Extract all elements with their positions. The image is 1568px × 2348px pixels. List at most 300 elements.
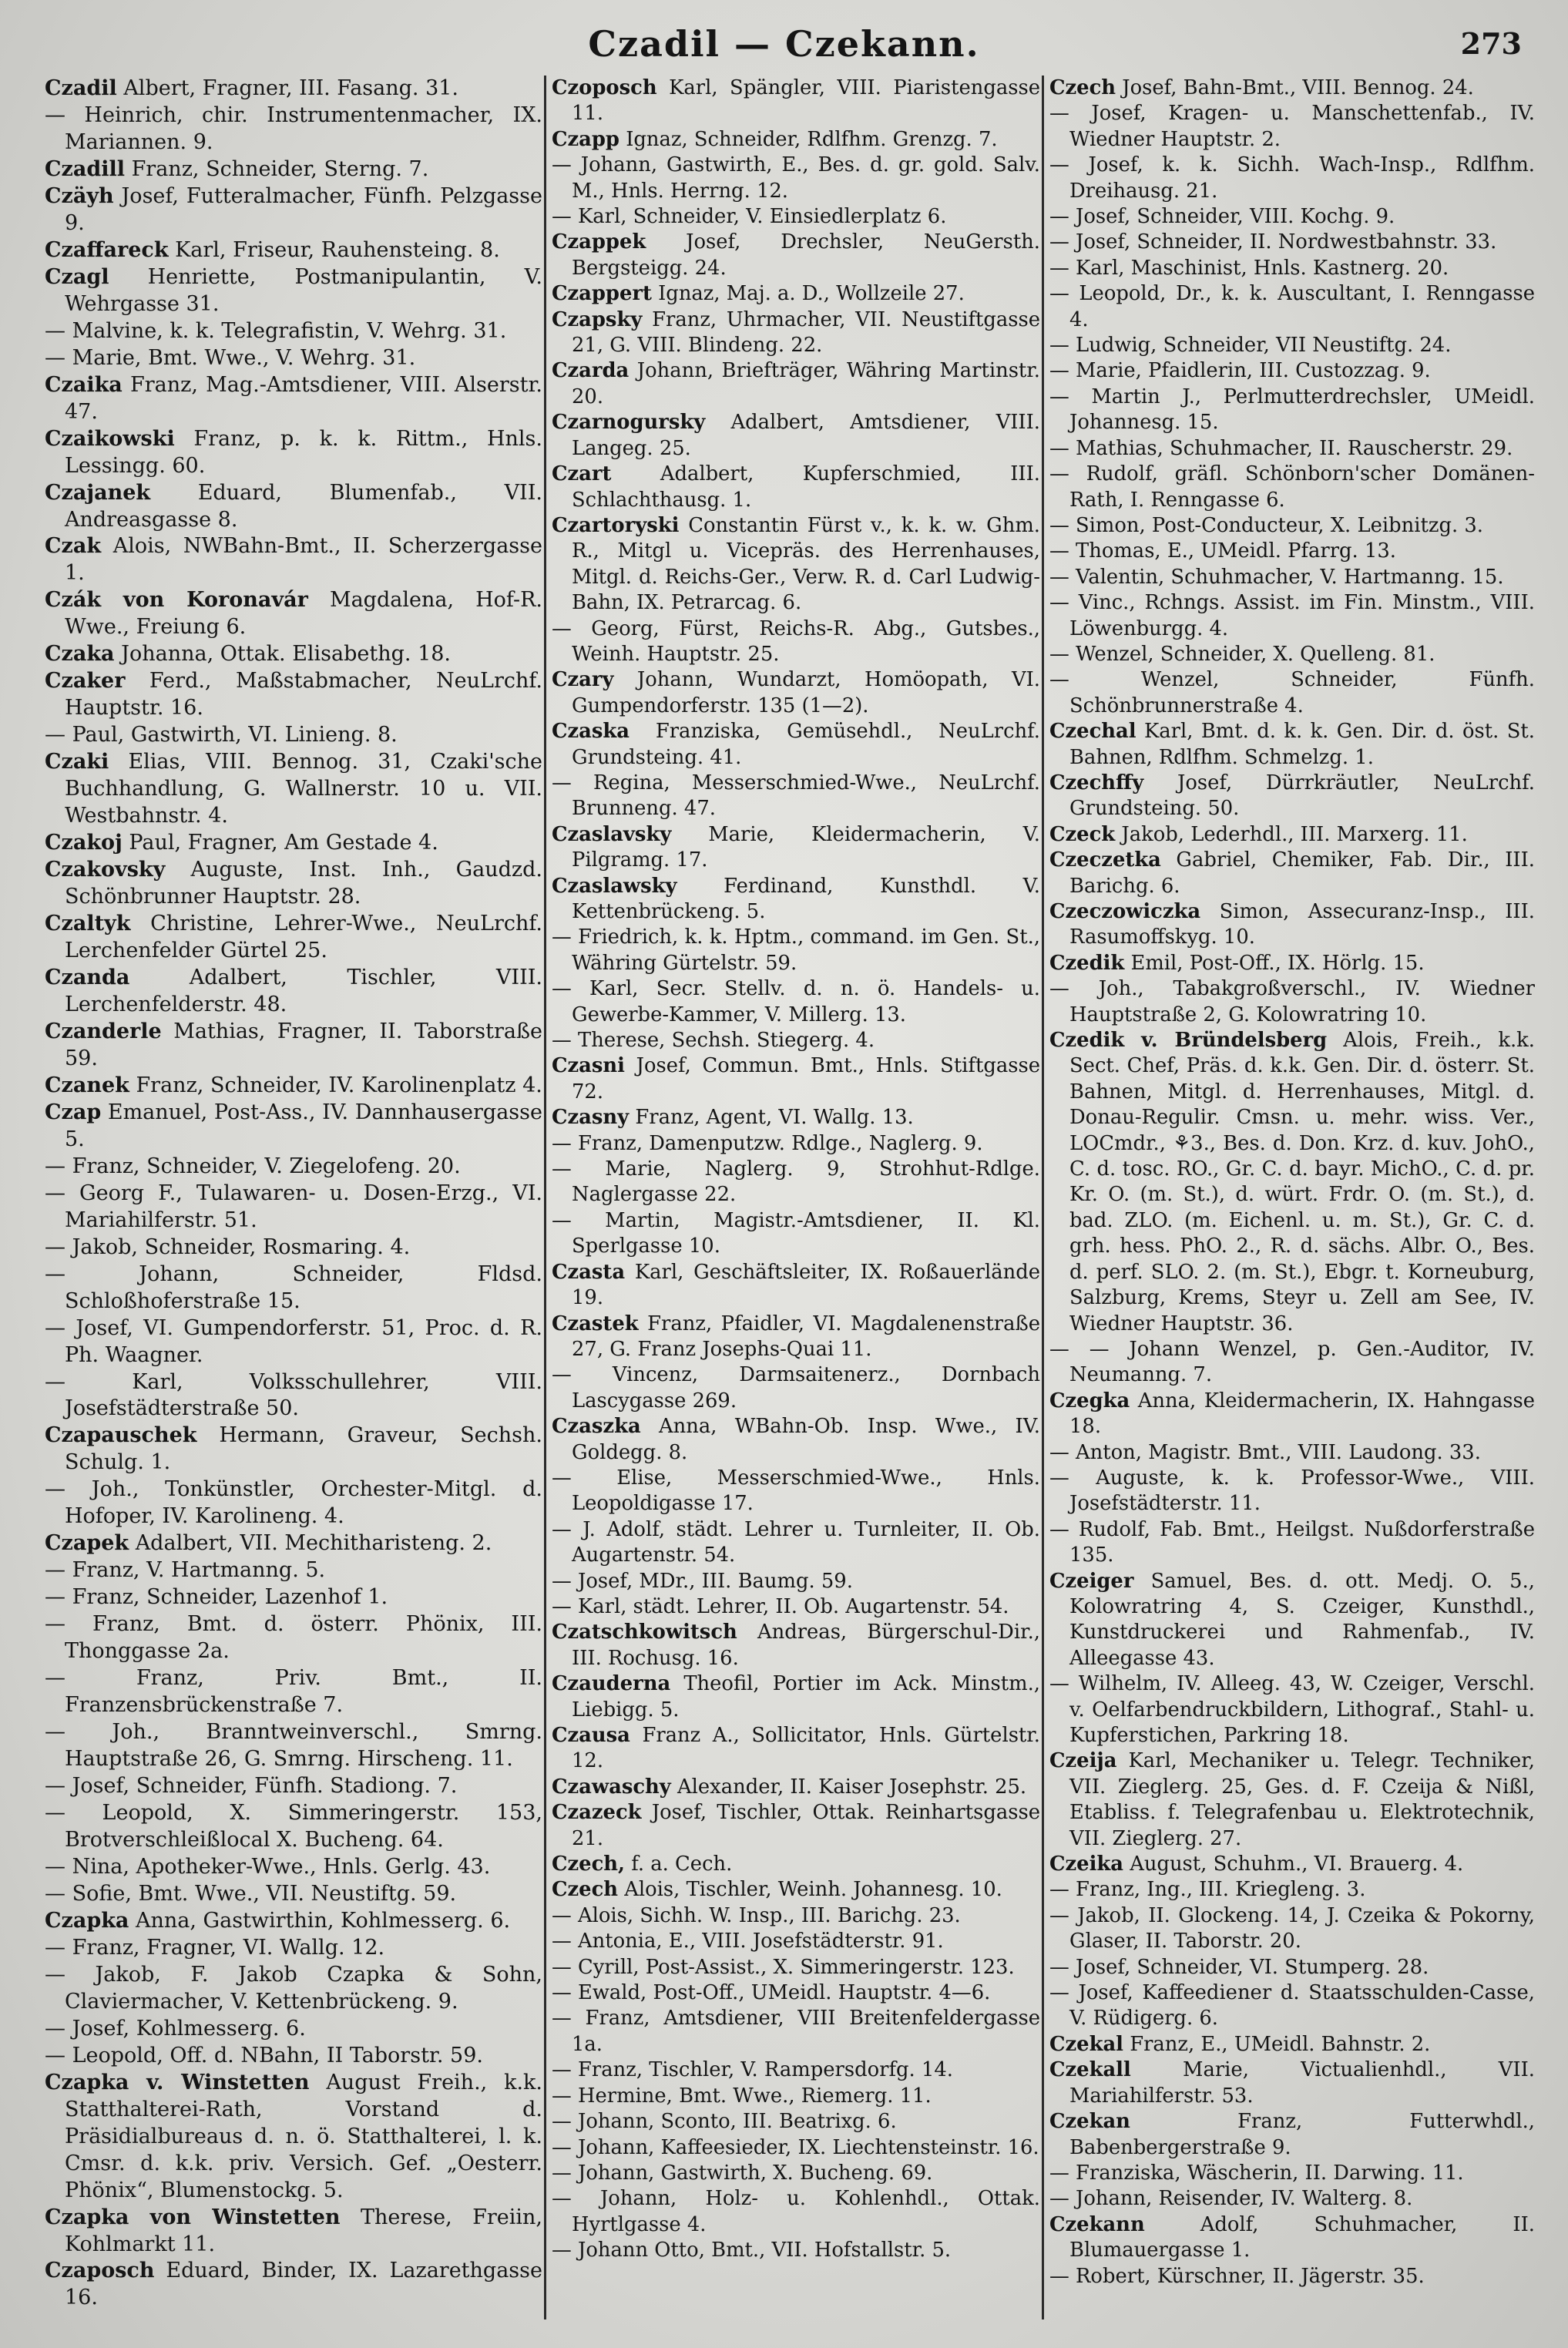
directory-entry [1049,667,1535,719]
entry-surname: Czechal [1049,720,1137,744]
directory-entry [45,2016,542,2043]
entry-surname: Czary [552,668,614,692]
entry-surname: Czausa [552,1724,630,1747]
entry-text: Franz, Pfaidler, VI. Magdalenenstraße 27, G. Franz Josephs-Quai 11. [572,1312,1040,1361]
entry-surname: Czanda [45,965,130,989]
directory-entry [552,1800,1040,1852]
directory-entry [45,1773,542,1800]
entry-text: — Georg F., Tulawaren- u. Dosen-Erzg., VI. Mariahilferstr. 51. [45,1181,542,1232]
directory-entry [552,1569,1040,1594]
entry-text: — Johann, Kaffeesieder, IX. Liechtensteinstr. 16. [552,2135,1039,2159]
entry-text: — Therese, Sechsh. Stiegerg. 4. [552,1029,875,1053]
entry-surname: Czaker [45,669,126,694]
entry-text: — J. Adolf, städt. Lehrer u. Turnleiter, II. Ob. Augartenstr. 54. [552,1517,1040,1567]
entry-text: Johann, Briefträger, Währing Martinstr. 20. [572,359,1040,408]
directory-entry [1049,1955,1535,1980]
entry-surname: Czedik [1049,951,1125,975]
entry-text: Elias, VIII. Bennog. 31, Czaki'sche Buchhandlung, G. Wallnerstr. 10 u. VII. Westbahnstr. 4. [65,750,542,828]
entry-text: — Franz, Schneider, Lazenhof 1. [45,1585,388,1610]
entry-text: — Joh., Tonkünstler, Orchester-Mitgl. d. Hofoper, IV. Karolineng. 4. [45,1477,542,1529]
entry-text: Emil, Post-Off., IX. Hörlg. 15. [1130,951,1425,975]
directory-entry [45,102,542,156]
entry-text: — Josef, Schneider, II. Nordwestbahnstr. 33. [1049,230,1497,254]
directory-entry [45,587,542,641]
entry-surname: Czarnogursky [552,411,706,435]
entry-text: Therese, Freiin, Kohlmarkt 11. [65,2205,542,2256]
entry-text: Eduard, Binder, IX. Lazarethgasse 16. [65,2259,542,2310]
entry-surname: Czadill [45,156,125,181]
directory-entry [1049,76,1535,101]
directory-entry [45,1423,542,1476]
directory-entry [552,2135,1040,2161]
entry-text: — Karl, Secr. Stellv. d. n. ö. Handels- u. Gewerbe-Kammer, V. Millerg. 13. [552,977,1040,1026]
entry-text: — Antonia, E., VIII. Josefstädterstr. 91. [552,1930,944,1953]
directory-entry [552,462,1040,513]
entry-text: — Josef, MDr., III. Baumg. 59. [552,1569,853,1593]
directory-entry [552,1414,1040,1466]
directory-entry [552,358,1040,410]
entry-surname: Czauderna [552,1672,671,1696]
entry-text: Franz A., Sollicitator, Hnls. Gürtelstr. 12. [572,1724,1040,1773]
entry-text: — Marie, Pfaidlerin, III. Custozzag. 9. [1049,359,1431,383]
entry-text: — Josef, Schneider, VIII. Kochg. 9. [1049,205,1395,229]
directory-entry [1049,848,1535,899]
entry-text: Franziska, Gemüsehdl., NeuLrchf. Grundsteing. 41. [572,720,1040,769]
entry-text: — Franz, Priv. Bmt., II. Franzensbrückenstraße 7. [45,1666,542,1718]
directory-entry [552,616,1040,668]
directory-entry [1049,1517,1535,1569]
entry-text: — Johann, Reisender, IV. Walterg. 8. [1049,2187,1413,2211]
entry-surname: Czeczowiczka [1049,900,1201,923]
entry-text: Alois, Freih., k.k. Sect. Chef, Präs. d. k.k. Gen. Dir. d. österr. St. Bahnen, Mitgl. d. Herrenhauses, Mitgl. d. Donau-Regulir. Cmsn. u. mehr. wiss. Ver., LOCmdr., ⚘3., Bes. d. Don. Krz. d. kuv. JohO., C. d. tosc. RO., Gr. C. d. bayr. MichO., C. d. pr. Kr. O. (m. St.), d. würt. Frdr. O. (m. St.), d. bad. ZLO. (m. Eichenl. u. m. St.), Gr. C. d. grh. hess. PhO. 2., R. d. sächs. Albr. O., Bes. d. perf. SLO. 2. (m. St.), Ebgr. t. Korneuburg, Salzburg, Krems, Steyr u. Zell am See, IV. Wiedner Hauptstr. 36. [1069,1029,1535,1335]
directory-entry [1049,256,1535,281]
entry-text: Gabriel, Chemiker, Fab. Dir., III. Barichg. 6. [1069,848,1535,898]
directory-entry [45,1557,542,1584]
entry-text: — Leopold, Off. d. NBahn, II Taborstr. 59. [45,2043,483,2068]
directory-entry [45,1962,542,2016]
directory-entry [45,1908,542,1935]
directory-entry [552,1260,1040,1312]
entry-text: — Johann, Gastwirth, X. Bucheng. 69. [552,2161,933,2185]
directory-entry [1049,1671,1535,1748]
entry-surname: Czapauschek [45,1423,197,1448]
entry-surname: Czeck [1049,822,1116,846]
entry-text: — Rudolf, Fab. Bmt., Heilgst. Nußdorferstraße 135. [1049,1517,1535,1567]
entry-text: — Leopold, Dr., k. k. Auscultant, I. Renngasse 4. [1049,282,1535,331]
directory-entry [45,1019,542,1073]
entry-text: Josef, Bahn-Bmt., VIII. Bennog. 24. [1122,76,1474,99]
entry-text: Franz, Futterwhdl., Babenbergerstraße 9. [1069,2110,1535,2159]
directory-entry [552,874,1040,925]
entry-text: — Elise, Messerschmied-Wwe., Hnls. Leopoldigasse 17. [552,1466,1040,1516]
entry-text: — Johann, Sconto, III. Beatrixg. 6. [552,2110,897,2134]
directory-entry [1049,436,1535,462]
entry-surname: Czappek [552,230,646,254]
entry-text: — Johann, Gastwirth, E., Bes. d. gr. gold. Salv. M., Hnls. Herrng. 12. [552,153,1040,203]
entry-text: Josef, Drechsler, NeuGersth. Bergsteigg. 24. [572,230,1040,280]
directory-entry [45,1935,542,1962]
directory-entry [45,1611,542,1665]
column-right [1049,76,1535,2326]
entry-surname: Czekal [1049,2032,1123,2056]
entry-text: — Franz, Tischler, V. Rampersdorfg. 14. [552,2058,953,2082]
entry-text: — Franz, Ing., III. Kriegleng. 3. [1049,1878,1366,1902]
directory-entry [45,1476,542,1530]
page-number: 273 [1460,26,1522,61]
directory-entry [45,426,542,480]
directory-entry [1049,513,1535,539]
entry-surname: Czawaschy [552,1775,671,1799]
directory-entry [552,1903,1040,1929]
entry-text: Adalbert, Kupferschmied, III. Schlachthausg. 1. [572,462,1040,512]
directory-entry [1049,976,1535,1028]
entry-text: Franz, E., UMeidl. Bahnstr. 2. [1130,2032,1431,2056]
entry-text: — Martin J., Perlmutterdrechsler, UMeidl. Johannesg. 15. [1049,385,1535,435]
directory-entry [1049,1980,1535,2032]
entry-text: — Franziska, Wäscherin, II. Darwing. 11. [1049,2161,1464,2185]
entry-text: — Jakob, F. Jakob Czapka & Sohn, Claviermacher, V. Kettenbrückeng. 9. [45,1962,542,2014]
entry-surname: Czaposch [45,2259,155,2283]
entry-surname: Czechffy [1049,771,1144,794]
directory-entry [1049,1028,1535,1337]
entry-text: — Jakob, II. Glockeng. 14, J. Czeika & Pokorny, Glaser, II. Taborstr. 20. [1049,1903,1535,1953]
directory-entry [552,1852,1040,1877]
entry-surname: Czekann [1049,2212,1145,2236]
entry-surname: Czakoj [45,831,123,855]
entry-text: Karl, Friseur, Rauhensteing. 8. [175,237,500,262]
directory-entry [45,264,542,318]
directory-entry [1049,642,1535,667]
entry-text: Ferdinand, Kunsthdl. V. Kettenbrückeng. 5. [572,874,1040,923]
directory-entry [1049,2186,1535,2212]
entry-surname: Czajanek [45,480,151,505]
directory-entry [552,1312,1040,1363]
entry-text: Franz, Agent, VI. Wallg. 13. [635,1106,914,1130]
page-header [0,17,1568,71]
entry-text: Adolf, Schuhmacher, II. Blumauergasse 1. [1069,2212,1535,2262]
directory-entry [1049,462,1535,513]
directory-entry [1049,1877,1535,1903]
directory-entry [45,2205,542,2259]
directory-entry [552,667,1040,719]
directory-entry [1049,1569,1535,1672]
directory-entry [1049,230,1535,255]
entry-text: — Johann, Schneider, Fldsd. Schloßhoferstraße 15. [45,1261,542,1313]
entry-surname: Czasni [552,1054,625,1078]
entry-text: Franz, Uhrmacher, VII. Neustiftgasse 21, G. VIII. Blindeng. 22. [572,307,1040,358]
entry-text: — Josef, k. k. Sichh. Wach-Insp., Rdlfhm. Dreihausg. 21. [1049,153,1535,203]
entry-text: — Josef, VI. Gumpendorferstr. 51, Proc. d. R. Ph. Waagner. [45,1315,542,1367]
entry-text: — Josef, Kragen- u. Manschettenfab., IV. Wiedner Hauptstr. 2. [1049,102,1535,151]
directory-entry [1049,899,1535,951]
entry-text: — Josef, Kaffeediener d. Staatsschulden-Casse, V. Rüdigerg. 6. [1049,1981,1535,2031]
entry-text: Josef, Tischler, Ottak. Reinhartsgasse 21. [572,1801,1040,1850]
directory-entry [552,1208,1040,1260]
entry-text: — Georg, Fürst, Reichs-R. Abg., Gutsbes., Weinh. Hauptstr. 25. [552,616,1040,666]
directory-entry [45,156,542,183]
directory-entry [552,127,1040,153]
entry-surname: Czapp [552,127,619,151]
directory-entry [1049,2109,1535,2161]
directory-entry [1049,771,1535,822]
directory-entry [552,410,1040,462]
entry-text: — Jakob, Schneider, Rosmaring. 4. [45,1234,411,1259]
directory-entry [45,480,542,534]
entry-surname: Czap [45,1100,102,1124]
entry-surname: Czaikowski [45,426,175,451]
directory-entry [45,2043,542,2070]
directory-entry [1049,1852,1535,1877]
entry-text: — Joh., Branntweinverschl., Smrng. Hauptstraße 26, G. Smrng. Hirscheng. 11. [45,1720,542,1772]
entry-text: — Friedrich, k. k. Hptm., command. im Gen. St., Währing Gürtelstr. 59. [552,925,1040,975]
entry-text: Franz, Mag.-Amtsdiener, VIII. Alserstr. 47. [65,372,542,424]
directory-entry [45,76,542,102]
directory-entry [45,1881,542,1908]
entry-text: — Leopold, X. Simmeringerstr. 153, Brotverschleißlocal X. Bucheng. 64. [45,1801,542,1852]
directory-entry [45,345,542,372]
directory-entry [45,1154,542,1181]
entry-text: — Josef, Schneider, Fünfh. Stadiong. 7. [45,1774,458,1799]
entry-text: — Cyrill, Post-Assist., X. Simmeringerstr. 123. [552,1955,1015,1979]
entry-text: Jakob, Lederhdl., III. Marxerg. 11. [1121,822,1468,846]
entry-text: f. a. Cech. [631,1853,733,1876]
directory-entry [1049,2032,1535,2057]
directory-entry [45,1584,542,1611]
entry-surname: Czasta [552,1260,626,1284]
directory-entry [1049,204,1535,230]
directory-entry [1049,539,1535,564]
directory-entry [45,237,542,264]
directory-entry [552,1028,1040,1053]
entry-text: — Heinrich, chir. Instrumentenmacher, IX. Mariannen. 9. [45,102,542,154]
entry-text: Karl, Bmt. d. k. k. Gen. Dir. d. öst. St. Bahnen, Rdlfhm. Schmelzg. 1. [1069,720,1535,769]
entry-text: — Franz, Schneider, V. Ziegelofeng. 20. [45,1154,461,1178]
entry-text: — Valentin, Schuhmacher, V. Hartmanng. 15. [1049,565,1504,589]
directory-entry [45,1665,542,1719]
entry-text: — Franz, Fragner, VI. Wallg. 12. [45,1935,385,1960]
directory-entry [45,1100,542,1154]
directory-entry [552,1723,1040,1775]
entry-text: Marie, Victualienhdl., VII. Mariahilferstr. 53. [1069,2058,1535,2108]
directory-entry [45,722,542,749]
directory-entry [1049,333,1535,358]
entry-text: August Freih., k.k. Statthalterei-Rath, Vorstand d. Präsidialbureaus d. n. ö. Statthalterei, l. k. Cmsr. d. k.k. priv. Versich. Gef. „Oesterr. Phönix“, Blumenstockg. 5. [65,2070,542,2202]
entry-text: Alois, NWBahn-Bmt., II. Scherzergasse 1. [65,534,542,586]
directory-entry [45,2070,542,2205]
directory-entry [552,76,1040,127]
entry-surname: Czak [45,534,102,559]
directory-entry [1049,358,1535,384]
entry-text: — Ewald, Post-Off., UMeidl. Hauptstr. 4—6. [552,1981,991,2005]
entry-surname: Czaffareck [45,237,169,262]
entry-surname: Czeija [1049,1749,1117,1773]
directory-entry [552,2109,1040,2135]
directory-entry [45,1719,542,1773]
column-left [45,76,542,2326]
directory-entry [45,1181,542,1234]
entry-text: Simon, Assecuranz-Insp., III. Rasumoffskyg. 10. [1069,900,1535,949]
entry-text: — — Johann Wenzel, p. Gen.-Auditor, IV. Neumanng. 7. [1049,1337,1535,1387]
entry-surname: Czarda [552,359,630,383]
directory-entry [45,318,542,345]
entry-text: — Johann, Holz- u. Kohlenhdl., Ottak. Hyrtlgasse 4. [552,2187,1040,2236]
entry-text: Alexander, II. Kaiser Josephstr. 25. [677,1775,1027,1799]
entry-text: — Karl, städt. Lehrer, II. Ob. Augartenstr. 54. [552,1594,1009,1618]
entry-text: — Wenzel, Schneider, X. Quelleng. 81. [1049,642,1435,666]
entry-text: Constantin Fürst v., k. k. w. Ghm. R., Mitgl u. Vicepräs. des Herrenhauses, Mitgl. d. Reichs-Ger., Verw. R. d. Carl Ludwig-Bahn, IX. Petrarcag. 6. [572,513,1040,615]
directory-entry [1049,1389,1535,1440]
entry-text: — Karl, Schneider, V. Einsiedlerplatz 6. [552,205,947,229]
directory-entry [552,1929,1040,1954]
entry-surname: Czapsky [552,307,643,331]
directory-entry [1049,1440,1535,1466]
directory-entry [552,1053,1040,1105]
directory-entry [552,153,1040,204]
entry-text: — Martin, Magistr.-Amtsdiener, II. Kl. Sperlgasse 10. [552,1208,1040,1258]
entry-text: — Josef, Kohlmesserg. 6. [45,2016,306,2041]
entry-surname: Czastek [552,1312,639,1335]
entry-surname: Czeika [1049,1853,1123,1876]
directory-entry [1049,1748,1535,1852]
directory-entry [45,1369,542,1423]
directory-entry [45,668,542,722]
entry-surname: Czapka von Winstetten [45,2205,341,2229]
directory-entry [45,1854,542,1881]
entry-text: Franz, p. k. k. Rittm., Hnls. Lessingg. 60. [65,426,542,478]
directory-entry [552,2006,1040,2057]
directory-entry [552,230,1040,281]
directory-entry [552,513,1040,616]
entry-surname: Czartoryski [552,513,680,537]
entry-text: — Vinc., Rchngs. Assist. im Fin. Minstm., VIII. Löwenburgg. 4. [1049,591,1535,640]
directory-entry [45,2258,542,2312]
directory-entry [45,965,542,1019]
column-divider [1042,76,1044,2319]
directory-entry [1049,2161,1535,2186]
directory-entry [45,911,542,965]
entry-surname: Czeczetka [1049,848,1161,872]
entry-surname: Czagl [45,264,109,289]
entry-surname: Czaka [45,642,115,667]
entry-text: — Josef, Schneider, VI. Stumperg. 28. [1049,1955,1429,1979]
entry-text: — Rudolf, gräfl. Schönborn'scher Domänen-Rath, I. Renngasse 6. [1049,462,1535,512]
column-divider [544,76,546,2319]
entry-text: Andreas, Bürgerschul-Dir., III. Rochusg. 16. [572,1621,1040,1670]
entry-text: Adalbert, Amtsdiener, VIII. Langeg. 25. [572,411,1040,460]
entry-text: Magdalena, Hof-R. Wwe., Freiung 6. [65,588,542,640]
entry-text: — Karl, Volksschullehrer, VIII. Josefstädterstraße 50. [45,1369,542,1421]
entry-text: Theofil, Portier im Ack. Minstm., Liebigg. 5. [572,1672,1040,1722]
directory-entry [552,2238,1040,2263]
entry-text: — Nina, Apotheker-Wwe., Hnls. Gerlg. 43. [45,1854,491,1879]
directory-entry [552,1955,1040,1980]
directory-entry [552,1131,1040,1157]
directory-entry [552,719,1040,771]
entry-text: Anna, Gastwirthin, Kohlmesserg. 6. [136,1908,511,1933]
entry-text: — Paul, Gastwirth, VI. Linieng. 8. [45,723,398,747]
entry-text: — Wenzel, Schneider, Fünfh. Schönbrunnerstraße 4. [1049,668,1535,717]
directory-entry [1049,2264,1535,2289]
entry-text: Ignaz, Maj. a. D., Wollzeile 27. [658,282,965,306]
directory-entry [45,857,542,911]
entry-surname: Czatschkowitsch [552,1621,737,1644]
entry-surname: Czaika [45,372,123,397]
directory-entry [1049,565,1535,590]
entry-text: Paul, Fragner, Am Gestade 4. [129,831,438,855]
directory-entry [45,749,542,830]
entry-text: Henriette, Postmanipulantin, V. Wehrgasse 31. [65,264,542,316]
directory-entry [552,1620,1040,1671]
directory-entry [552,2161,1040,2186]
entry-text: Karl, Spängler, VIII. Piaristengasse 11. [572,76,1040,126]
entry-surname: Czaszka [552,1415,641,1439]
entry-text: — Joh., Tabakgroßverschl., IV. Wiedner Hauptstraße 2, G. Kolowratring 10. [1049,977,1535,1026]
entry-text: — Hermine, Bmt. Wwe., Riemerg. 11. [552,2084,932,2108]
entry-text: — Vincenz, Darmsaitenerz., Dornbach Lascygasse 269. [552,1363,1040,1412]
entry-surname: Czedik v. Bründelsberg [1049,1029,1328,1053]
entry-text: Karl, Mechaniker u. Telegr. Techniker, VII. Zieglerg. 25, Ges. d. F. Czeija & Nißl, Etabliss. f. Telegrafenbau u. Elektrotechnik, VII. Zieglerg. 27. [1069,1749,1535,1850]
entry-text: — Thomas, E., UMeidl. Pfarrg. 13. [1049,539,1396,563]
entry-text: Franz, Schneider, IV. Karolinenplatz 4. [136,1073,542,1097]
entry-text: Auguste, Inst. Inh., Gaudzd. Schönbrunner Hauptstr. 28. [65,858,542,909]
entry-text: — Franz, Damenputzw. Rdlge., Naglerg. 9. [552,1131,983,1155]
entry-surname: Czegka [1049,1389,1130,1412]
entry-text: — Mathias, Schuhmacher, II. Rauscherstr. 29. [1049,436,1513,460]
directory-entry [1049,153,1535,204]
entry-surname: Czech [1049,76,1116,99]
entry-text: Eduard, Blumenfab., VII. Andreasgasse 8. [65,480,542,532]
entry-text: Johann, Wundarzt, Homöopath, VI. Gumpendorferstr. 135 (1—2). [572,668,1040,717]
entry-surname: Czaltyk [45,912,131,936]
entry-text: Mathias, Fragner, II. Taborstraße 59. [65,1019,542,1070]
entry-text: Anna, WBahn-Ob. Insp. Wwe., IV. Goldegg. 8. [572,1415,1040,1464]
directory-entry [552,1157,1040,1208]
entry-surname: Czapka [45,1908,129,1933]
directory-entry [552,1466,1040,1517]
entry-surname: Czanderle [45,1019,162,1043]
entry-text: Christine, Lehrer-Wwe., NeuLrchf. Lerchenfelder Gürtel 25. [65,912,542,962]
entry-text: — Simon, Post-Conducteur, X. Leibnitzg. 3. [1049,513,1483,537]
entry-surname: Czaska [552,720,630,744]
entry-text: — Franz, Bmt. d. österr. Phönix, III. Thonggasse 2a. [45,1612,542,1664]
directory-entry [1049,101,1535,153]
entry-text: Josef, Futteralmacher, Fünfh. Pelzgasse 9. [65,183,542,235]
entry-text: — Malvine, k. k. Telegrafistin, V. Wehrg. 31. [45,318,507,343]
entry-text: — Wilhelm, IV. Alleeg. 43, W. Czeiger, Verschl. v. Oelfarbendruckbildern, Lithograf., Stahl- u. Kupferstichen, Parkring 18. [1049,1672,1535,1747]
entry-text: Hermann, Graveur, Sechsh. Schulg. 1. [65,1423,542,1475]
entry-surname: Czaki [45,750,109,774]
entry-surname: Czapka v. Winstetten [45,2070,310,2094]
entry-text: — Sofie, Bmt. Wwe., VII. Neustiftg. 59. [45,1881,457,1906]
directory-entry [1049,1337,1535,1389]
directory-entry [552,1594,1040,1620]
directory-entry [1049,822,1535,848]
entry-text: Adalbert, VII. Mechitharisteng. 2. [135,1531,492,1556]
entry-surname: Czekan [1049,2110,1130,2134]
directory-entry [552,2057,1040,2083]
entry-surname: Czakovsky [45,858,166,882]
entry-surname: Czaslawsky [552,874,677,898]
directory-entry [552,204,1040,230]
entry-text: — Karl, Maschinist, Hnls. Kastnerg. 20. [1049,256,1449,280]
entry-surname: Czäyh [45,183,114,208]
directory-entry [552,1671,1040,1723]
entry-text: Johanna, Ottak. Elisabethg. 18. [121,642,452,667]
entry-text: Karl, Geschäftsleiter, IX. Roßauerlände 19. [572,1260,1040,1310]
entry-surname: Czapek [45,1531,129,1556]
directory-entry [45,830,542,857]
entry-surname: Czazeck [552,1801,642,1825]
